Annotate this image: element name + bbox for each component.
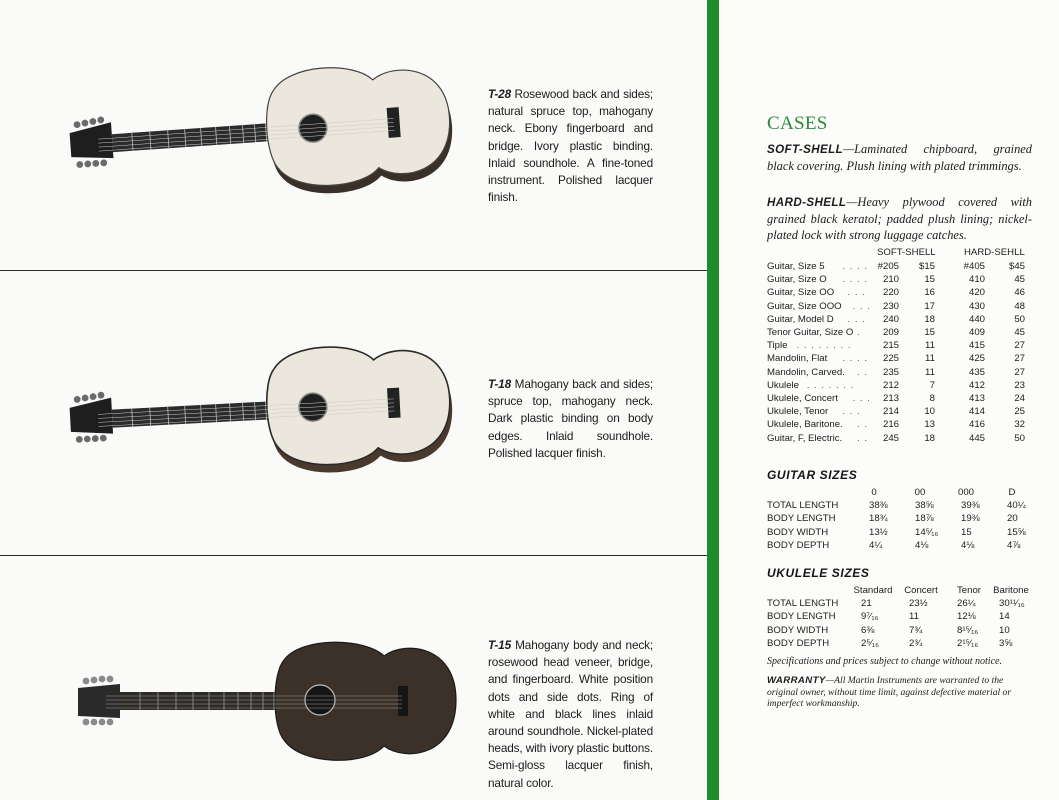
soft-shell-header: SOFT-SHELL [877,247,936,258]
soft-shell-price: 17 [924,300,935,312]
hard-shell-number: 410 [968,274,985,286]
hard-shell-price: 23 [1014,379,1025,391]
size-value: 13½ [869,526,888,538]
case-item-name: Ukulele, Concert [767,393,838,404]
hard-shell-number: 435 [968,366,985,378]
soft-shell-price: 18 [924,432,935,444]
size-row-label: BODY WIDTH [767,624,829,636]
guitar-sizes-title: GUITAR SIZES [767,468,858,482]
size-value: 40¼ [1007,500,1026,512]
size-value: 38⅝ [915,500,934,512]
divider-rule [0,270,707,271]
hard-shell-price: 48 [1014,300,1025,312]
case-item-name: Guitar, Size OO [767,287,835,299]
size-value: 2¾ [909,637,923,649]
size-value: 4⅛ [915,539,929,551]
case-item-name: Ukulele, Tenor [767,406,829,418]
size-value: 9⁷⁄₁₆ [861,611,879,623]
hard-shell-number: 414 [968,406,985,418]
hard-shell-number: 413 [968,393,985,404]
size-row-label: BODY LENGTH [767,513,836,525]
case-item-name: Tiple [767,340,788,352]
cases-price-table [767,247,1037,447]
soft-shell-number: 230 [882,300,899,312]
size-value: 15 [961,526,972,538]
soft-shell-number: 235 [882,366,899,378]
hard-shell-label: HARD-SHELL [767,196,847,209]
ukulele-sizes-table [767,585,1037,655]
size-value: 26¼ [957,598,976,610]
case-item-name: Tenor Guitar, Size O [767,327,854,338]
soft-shell-number: 225 [882,353,899,365]
size-value: 18¾ [869,513,888,525]
soft-shell-price: 13 [924,419,935,431]
soft-shell-price: 7 [929,379,935,391]
dot-leader: . . . [847,313,866,325]
soft-shell-number: 213 [882,393,899,404]
product-description-t15 [488,637,653,792]
hard-shell-number: 412 [968,379,985,391]
hard-shell-price: 25 [1014,406,1025,418]
specifications-note: Specifications and prices subject to change without notice. [767,656,1002,667]
soft-shell-price: 15 [924,327,935,338]
case-item-name: Guitar, Size O [767,274,827,286]
soft-shell-number: 209 [882,327,899,338]
cases-title: CASES [767,113,828,134]
case-item-name: Guitar, Size OOO [767,300,842,312]
case-item-name: Mandolin, Flat [767,353,828,365]
hard-shell-number: 416 [968,419,985,431]
size-row-label: BODY WIDTH [767,526,829,538]
soft-shell-number: 220 [882,287,899,299]
soft-shell-number: #205 [877,261,899,272]
soft-shell-number: 216 [882,419,899,431]
hard-shell-number: 409 [968,327,985,338]
hard-shell-price: 50 [1014,313,1025,325]
soft-shell-number: 214 [882,406,899,418]
dot-leader: . . . . . . . [806,379,855,391]
hard-shell-number: 420 [968,287,985,299]
size-row-label: BODY LENGTH [767,611,836,623]
size-value: 2¹⁵⁄₁₆ [957,637,979,649]
size-value: 2⁵⁄₁₆ [861,637,880,649]
soft-shell-number: 212 [882,379,899,391]
hard-shell-number: 425 [968,353,985,365]
soft-shell-price: 11 [925,366,935,378]
hard-shell-description [767,194,1032,244]
description-text: Mahogany back and sides; spruce top, mahogany neck. Dark plastic binding on body edges. Inlaid soundhole. Polished lacquer finish. [488,377,653,460]
soft-shell-price: 18 [924,313,935,325]
hard-shell-number: 430 [968,300,985,312]
tiple-t28-image [58,62,458,202]
hard-shell-price: 50 [1014,432,1025,444]
soft-shell-price: 15 [924,274,935,286]
case-item-name: Mandolin, Carved. [767,366,845,378]
size-value: 11 [909,611,919,623]
size-value: 30¹¹⁄₁₆ [999,598,1025,610]
hard-shell-price: 45 [1014,327,1025,338]
size-value: 8¹⁵⁄₁₆ [957,624,979,636]
ukulele-sizes-title: UKULELE SIZES [767,566,870,580]
size-column-header: Standard [853,585,893,596]
hard-shell-number: 415 [968,340,985,352]
size-row-label: BODY DEPTH [767,637,830,649]
divider-rule [0,555,707,556]
case-item-name: Ukulele [767,379,799,391]
dot-leader: . . . . [842,274,869,286]
model-name: T-28 [488,87,512,101]
hard-shell-price: 27 [1014,340,1025,352]
size-column-header: 000 [957,487,974,498]
soft-shell-price: 8 [929,393,935,404]
size-value: 39⅜ [961,500,980,512]
dot-leader: . . [857,366,868,378]
soft-shell-price: 10 [924,406,935,418]
hard-shell-number: 445 [968,432,985,444]
size-value: 19⅜ [961,513,980,525]
hard-shell-number: 440 [968,313,985,325]
description-text: Rosewood back and sides; natural spruce top, mahogany neck. Ebony fingerboard and bridge. Ivory plastic binding. Inlaid soundhole. A fine-toned instrument. Polished lacquer finish. [488,87,653,205]
case-item-name: Guitar, Model D [767,313,834,325]
dot-leader: . . . . . . . . [796,340,852,352]
product-description-t28 [488,86,653,206]
size-column-header: Baritone [993,585,1029,596]
size-row-label: BODY DEPTH [767,539,830,551]
size-value: 4⅛ [961,539,975,551]
dot-leader: . . . [852,393,871,404]
dot-leader: . . . [852,300,871,312]
dot-leader: . . [857,432,868,444]
warranty-text: —All Martin Instruments are warranted to the original owner, without time limit, against defective material or imperfect workmanship. [767,675,1012,710]
dot-leader: . [857,327,861,338]
size-value: 6⅜ [861,624,875,636]
model-name: T-15 [488,638,512,652]
size-row-label: TOTAL LENGTH [767,598,839,610]
guitar-sizes-table [767,487,1037,557]
hard-shell-number: #405 [963,261,985,272]
size-column-header: D [1008,487,1016,498]
size-value: 14⁵⁄₁₆ [915,526,939,538]
soft-shell-price: 16 [924,287,935,299]
warranty-label: WARRANTY [767,675,826,686]
tiple-t18-image [58,340,458,480]
case-item-name: Ukulele, Baritone. [767,419,843,431]
model-name: T-18 [488,377,512,391]
size-column-header: 0 [871,487,877,498]
soft-shell-price: 11 [925,340,935,352]
soft-shell-label: SOFT-SHELL [767,143,844,156]
size-value: 23½ [909,598,928,610]
size-column-header: Tenor [957,585,981,596]
case-item-name: Guitar, F, Electric. [767,432,843,444]
dot-leader: . . . [842,406,861,418]
size-value: 12⅛ [957,611,976,623]
size-value: 18⅞ [915,513,934,525]
hard-shell-text: —Heavy plywood covered with grained black keratol; padded plush lining; nickel-plated lock with strong luggage catches. [767,195,1032,243]
size-column-header: 00 [914,487,926,498]
size-value: 4⅞ [1007,539,1021,551]
size-value: 4¼ [869,539,883,551]
soft-shell-description [767,141,1032,174]
size-row-label: TOTAL LENGTH [767,500,839,512]
size-column-header: Concert [904,585,938,596]
size-value: 38⅜ [869,500,888,512]
hard-shell-price: 27 [1014,366,1025,378]
dot-leader: . . . . [842,353,869,365]
size-value: 10 [999,624,1010,636]
case-item-name: Guitar, Size 5 [767,261,825,272]
spine-green-stripe [707,0,719,800]
hard-shell-price: 45 [1014,274,1025,286]
size-value: 21 [861,598,872,610]
tiple-t15-image [70,636,460,771]
size-value: 7¾ [909,624,923,636]
dot-leader: . . . [847,287,866,299]
dot-leader: . . . . [842,261,869,272]
soft-shell-price: $15 [918,261,935,272]
hard-shell-price: 27 [1014,353,1025,365]
size-value: 3⅝ [999,637,1013,649]
soft-shell-price: 11 [925,353,935,365]
warranty-note [767,675,1032,710]
dot-leader: . . [857,419,868,431]
product-description-t18 [488,376,653,462]
size-value: 14 [999,611,1010,623]
size-value: 15⅝ [1007,526,1026,538]
hard-shell-price: $45 [1008,261,1025,272]
soft-shell-number: 210 [882,274,899,286]
hard-shell-price: 32 [1014,419,1025,431]
soft-shell-text: —Laminated chipboard, grained black covering. Plush lining with plated trimmings. [767,142,1032,174]
soft-shell-number: 215 [882,340,899,352]
hard-shell-price: 24 [1014,393,1025,404]
hard-shell-price: 46 [1014,287,1025,299]
hard-shell-header: HARD-SEHLL [964,247,1025,258]
description-text: Mahogany body and neck; rosewood head veneer, bridge, and fingerboard. White position dots and side dots. Ring of white and black lines inlaid around soundhole. Nickel-plated heads, with ivory plastic buttons. Semi-gloss lacquer finish, natural color. [488,638,653,790]
soft-shell-number: 245 [882,432,899,444]
soft-shell-number: 240 [882,313,899,325]
size-value: 20 [1007,513,1018,525]
